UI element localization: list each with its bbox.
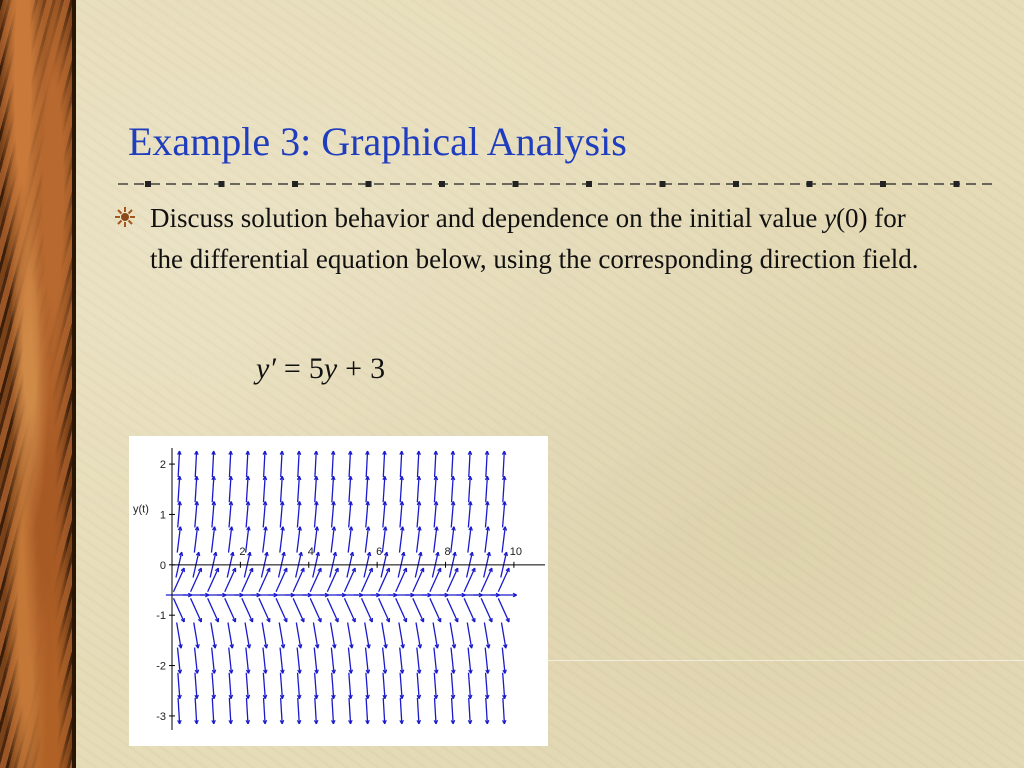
direction-arrow (348, 648, 352, 674)
direction-arrow (246, 648, 250, 674)
direction-arrow (434, 673, 437, 699)
direction-arrow (229, 476, 232, 502)
direction-arrow (382, 623, 387, 649)
direction-arrow (242, 568, 253, 592)
direction-arrow (383, 698, 386, 724)
direction-arrow (498, 568, 509, 592)
direction-arrow (502, 698, 505, 724)
direction-arrow (279, 623, 284, 649)
direction-arrow (332, 501, 336, 527)
direction-arrow (173, 598, 184, 622)
direction-arrow (313, 623, 318, 649)
direction-arrow (246, 527, 250, 553)
direction-arrow (259, 568, 270, 592)
direction-arrow (178, 451, 181, 477)
direction-arrow (383, 648, 387, 674)
direction-arrow (503, 501, 507, 527)
equation-equals: = (283, 352, 301, 385)
direction-arrow (502, 451, 505, 477)
direction-arrow (502, 527, 506, 553)
slide-title: Example 3: Graphical Analysis (128, 119, 627, 164)
direction-arrow (503, 673, 506, 699)
direction-arrow (331, 527, 335, 553)
direction-arrow (501, 623, 506, 649)
direction-arrow (194, 527, 198, 553)
direction-arrow (229, 673, 232, 699)
direction-arrow (276, 568, 287, 592)
title-divider (118, 178, 996, 190)
direction-arrow (416, 623, 421, 649)
direction-arrow (417, 648, 421, 674)
direction-arrow (314, 698, 317, 724)
direction-arrow (451, 673, 454, 699)
direction-arrow (212, 476, 215, 502)
equation-coefficient: 5 (308, 352, 324, 385)
direction-arrow (451, 648, 455, 674)
direction-arrow (296, 623, 301, 649)
direction-arrow (400, 451, 403, 477)
direction-arrow (280, 698, 283, 724)
direction-arrow (498, 598, 509, 622)
direction-arrow (365, 527, 369, 553)
direction-arrow (451, 451, 454, 477)
divider-dot (439, 181, 445, 187)
direction-arrow (229, 698, 232, 724)
direction-arrow (280, 527, 284, 553)
direction-arrow (262, 623, 267, 649)
x-tick-label: 4 (307, 545, 314, 558)
divider-dot (513, 181, 519, 187)
direction-arrow (228, 623, 233, 649)
direction-arrow (246, 673, 249, 699)
y-axis-label: y(t) (133, 503, 149, 516)
direction-arrow (246, 501, 250, 527)
direction-arrow (413, 568, 424, 592)
direction-arrow (293, 598, 304, 622)
direction-arrow (310, 598, 321, 622)
direction-arrow (451, 501, 455, 527)
direction-arrow (263, 698, 266, 724)
direction-arrow (191, 568, 202, 592)
direction-arrow (195, 451, 198, 477)
direction-arrow (348, 527, 352, 553)
direction-arrow (246, 698, 249, 724)
direction-arrow (332, 476, 335, 502)
direction-arrow (417, 673, 420, 699)
bullet-text (150, 198, 940, 280)
direction-arrow (485, 451, 488, 477)
bullet-text-part-2: (0) for the differential equation below, using the corresponding direction field. (150, 203, 919, 274)
direction-arrow (314, 451, 317, 477)
direction-arrow (399, 623, 404, 649)
direction-arrow (194, 623, 199, 649)
direction-arrow (468, 527, 472, 553)
direction-arrow (468, 501, 472, 527)
direction-arrow (349, 698, 352, 724)
direction-arrow (464, 598, 475, 622)
direction-arrow (280, 501, 284, 527)
direction-arrow (225, 568, 236, 592)
differential-equation (256, 352, 385, 386)
direction-arrow (349, 476, 352, 502)
direction-arrow (502, 648, 506, 674)
direction-arrow (348, 623, 353, 649)
y-tick-label: 1 (159, 509, 166, 522)
direction-arrow (349, 673, 352, 699)
direction-arrow (481, 568, 492, 592)
direction-arrow (263, 476, 266, 502)
direction-arrow (297, 698, 300, 724)
direction-arrow (280, 451, 283, 477)
y-tick-label: 2 (159, 459, 166, 472)
direction-arrow (417, 451, 420, 477)
direction-arrow (366, 451, 369, 477)
direction-arrow (485, 648, 489, 674)
direction-arrow (366, 501, 370, 527)
direction-arrow (451, 698, 454, 724)
divider-dot (733, 181, 739, 187)
direction-arrow (225, 598, 236, 622)
direction-arrow (349, 451, 352, 477)
y-tick-label: 0 (159, 559, 166, 572)
direction-arrow (297, 673, 300, 699)
direction-arrow (491, 593, 517, 596)
direction-arrow (276, 598, 287, 622)
direction-arrow (178, 698, 181, 724)
direction-arrow (468, 648, 472, 674)
direction-arrow (400, 501, 404, 527)
direction-arrow (314, 476, 317, 502)
direction-arrow (177, 623, 182, 649)
direction-arrow (362, 568, 373, 592)
divider-dot (807, 181, 813, 187)
direction-arrow (212, 451, 215, 477)
x-tick-label: 10 (509, 545, 523, 558)
direction-arrow (242, 598, 253, 622)
direction-arrow (362, 598, 373, 622)
direction-arrow (344, 568, 355, 592)
x-tick-label: 6 (376, 545, 383, 558)
direction-arrow (229, 527, 233, 553)
direction-arrow (430, 598, 441, 622)
direction-arrow (280, 648, 284, 674)
direction-arrow (245, 623, 250, 649)
y-tick-label: -3 (156, 710, 166, 723)
divider-dot (660, 181, 666, 187)
direction-arrow (451, 476, 454, 502)
direction-arrow (366, 648, 370, 674)
direction-arrow (297, 501, 301, 527)
direction-arrow (468, 451, 471, 477)
direction-arrow (484, 623, 489, 649)
direction-arrow (315, 673, 318, 699)
direction-arrow (430, 568, 441, 592)
direction-arrow (229, 451, 232, 477)
direction-arrow (344, 598, 355, 622)
bullet-text-part-1: Discuss solution behavior and dependence on the initial value (150, 203, 825, 233)
divider-dot (954, 181, 960, 187)
direction-arrow (464, 568, 475, 592)
direction-arrow (450, 623, 455, 649)
direction-arrow (195, 673, 198, 699)
direction-arrow (246, 451, 249, 477)
direction-arrow (417, 501, 421, 527)
direction-arrow (314, 648, 318, 674)
direction-arrow (451, 527, 455, 553)
direction-arrow (208, 568, 219, 592)
direction-arrow (173, 568, 184, 592)
direction-arrow (396, 598, 407, 622)
direction-arrow (310, 568, 321, 592)
direction-arrow (468, 673, 471, 699)
direction-arrow (259, 598, 270, 622)
divider-dot (145, 181, 151, 187)
direction-arrow (246, 476, 249, 502)
direction-arrow (331, 451, 334, 477)
direction-arrow (195, 476, 198, 502)
direction-arrow (263, 527, 267, 553)
direction-arrow (399, 527, 403, 553)
direction-arrow (485, 476, 488, 502)
direction-arrow (434, 501, 438, 527)
direction-arrow (485, 698, 488, 724)
direction-arrow (314, 527, 318, 553)
direction-arrow (297, 476, 300, 502)
direction-arrow (366, 673, 369, 699)
direction-arrow (447, 568, 458, 592)
divider-dot (219, 181, 225, 187)
direction-arrow (195, 501, 199, 527)
direction-arrow (417, 698, 420, 724)
decorative-guide-line (548, 660, 1024, 661)
direction-arrow (178, 476, 181, 502)
direction-arrow (447, 598, 458, 622)
direction-field-plot (129, 436, 548, 746)
direction-arrow (467, 623, 472, 649)
bullet-text-variable: y (824, 203, 837, 233)
direction-arrow (195, 648, 199, 674)
marble-border-strip (0, 0, 76, 768)
direction-arrow (212, 698, 215, 724)
direction-arrow (481, 598, 492, 622)
equation-variable: y (323, 352, 338, 385)
direction-arrow (413, 598, 424, 622)
direction-arrow (417, 476, 420, 502)
direction-arrow (434, 698, 437, 724)
direction-arrow (383, 451, 386, 477)
direction-arrow (178, 673, 181, 699)
direction-arrow (485, 501, 489, 527)
direction-arrow (293, 568, 304, 592)
direction-arrow (434, 451, 437, 477)
divider-dot (366, 181, 372, 187)
direction-arrow (503, 476, 506, 502)
y-tick-label: -1 (156, 610, 166, 623)
sun-bullet-icon (114, 206, 136, 228)
direction-arrow (177, 648, 181, 674)
direction-arrow (195, 698, 198, 724)
direction-arrow (211, 623, 216, 649)
direction-arrow (486, 673, 489, 699)
direction-arrow (400, 476, 403, 502)
direction-arrow (263, 648, 267, 674)
direction-arrow (468, 698, 471, 724)
divider-dot (586, 181, 592, 187)
direction-field-svg (129, 436, 548, 746)
direction-arrow (433, 623, 438, 649)
direction-arrow (297, 648, 301, 674)
direction-arrow (468, 476, 471, 502)
direction-arrow (332, 698, 335, 724)
direction-arrow (177, 527, 181, 553)
direction-arrow (297, 527, 301, 553)
direction-arrow (400, 673, 403, 699)
direction-arrow (211, 527, 215, 553)
equation-plus: + (345, 352, 363, 385)
direction-arrow (229, 648, 233, 674)
direction-arrow (382, 527, 386, 553)
direction-arrow (229, 501, 233, 527)
direction-arrow (379, 568, 390, 592)
x-tick-label: 2 (239, 545, 246, 558)
direction-arrow (212, 673, 215, 699)
direction-arrow (379, 598, 390, 622)
direction-arrow (400, 648, 404, 674)
direction-arrow (212, 501, 216, 527)
direction-arrow (366, 476, 369, 502)
direction-arrow (178, 501, 182, 527)
direction-arrow (417, 527, 421, 553)
direction-arrow (263, 673, 266, 699)
direction-arrow (434, 527, 438, 553)
direction-arrow (383, 501, 387, 527)
direction-arrow (280, 476, 283, 502)
direction-arrow (327, 568, 338, 592)
y-tick-label: -2 (156, 660, 166, 673)
direction-arrow (331, 623, 336, 649)
direction-arrow (349, 501, 353, 527)
direction-arrow (485, 527, 489, 553)
direction-arrow (263, 501, 267, 527)
direction-arrow (212, 648, 216, 674)
direction-arrow (400, 698, 403, 724)
direction-arrow (280, 673, 283, 699)
direction-arrow (191, 598, 202, 622)
equation-lhs: y′ (256, 352, 276, 385)
direction-arrow (263, 451, 266, 477)
x-tick-label: 8 (444, 545, 451, 558)
direction-arrow (327, 598, 338, 622)
direction-arrow (434, 476, 437, 502)
direction-arrow (208, 598, 219, 622)
direction-arrow (366, 698, 369, 724)
direction-arrow (383, 476, 386, 502)
direction-arrow (315, 501, 319, 527)
direction-arrow (332, 673, 335, 699)
direction-arrow (383, 673, 386, 699)
direction-arrow (297, 451, 300, 477)
equation-constant: 3 (370, 352, 386, 385)
divider-dot (292, 181, 298, 187)
direction-arrow (434, 648, 438, 674)
direction-arrow (365, 623, 370, 649)
divider-dot (880, 181, 886, 187)
direction-arrow (396, 568, 407, 592)
direction-arrow (331, 648, 335, 674)
